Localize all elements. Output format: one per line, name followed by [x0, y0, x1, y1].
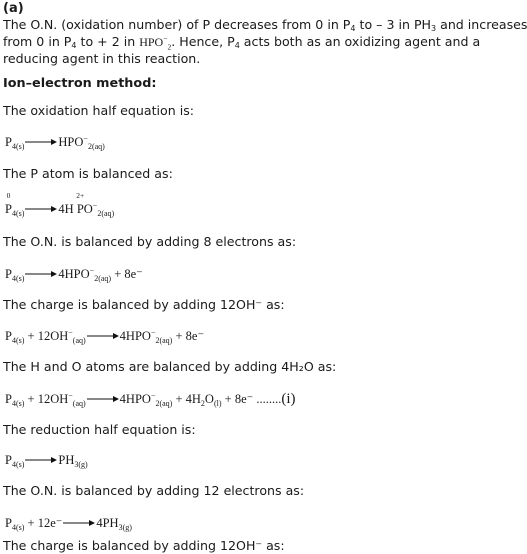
charge-balance-label-1: The charge is balanced by adding 12OH⁻ as:: [3, 297, 285, 312]
right-arrow-icon: [63, 519, 95, 527]
on-balance-8-label: The O.N. is balanced by adding 8 electrons as:: [3, 234, 297, 249]
intro-line-1: The O.N. (oxidation number) of P decreases from 0 in $P_4$ to – 3 in $PH_3$ and increases: [3, 17, 527, 33]
equation-number: (i): [281, 391, 296, 407]
right-arrow-icon: [87, 395, 119, 403]
right-arrow-icon: [25, 270, 57, 278]
method-heading: Ion–electron method:: [3, 76, 157, 91]
eq-charge-balanced: $P_{4(s)} + 12OH^-_{(aq)}$ $4HPO^-_{2(aq)} + 8e^-$: [5, 327, 205, 345]
eq-oxidation-final-i: $P_{4(s)} + 12OH^-_{(aq)}$ $4HPO^-_{2(aq)} + 4H_2O_{(l)} + 8e^-$ ........(i): [5, 390, 296, 408]
reduction-half-label: The reduction half equation is:: [3, 422, 196, 437]
right-arrow-icon: [25, 205, 57, 213]
hpo2-ion-inline: $HPO^-_2$: [139, 34, 172, 52]
right-arrow-icon: [87, 332, 119, 340]
eq-reduction-half: $P_{4(s)}$ $PH_{3(g)}$: [5, 453, 88, 469]
intro-line-2: from 0 in $P_4$ to + 2 in $HPO^-_2$. Hence, $P_4$ acts both as an oxidizing agent and a: [3, 34, 481, 52]
right-arrow-icon: [25, 138, 57, 146]
eq-electrons-8: $P_{4(s)}$ $4HPO^-_{2(aq)} + 8e^-$: [5, 265, 143, 283]
eq-p-balanced: 0 $P_{4(s)}$ 4H 2+ $PO^-_{2(aq)}$: [5, 191, 115, 218]
intro-paragraph: [3, 16, 527, 67]
oxidation-half-label: The oxidation half equation is:: [3, 103, 195, 118]
p-balance-label: The P atom is balanced as:: [3, 166, 173, 181]
intro-line-3: reducing agent in this reaction.: [3, 51, 201, 66]
ho-balance-label: The H and O atoms are balanced by adding 4H₂O as:: [3, 359, 337, 374]
eq-electrons-12: $P_{4(s)} + 12e^-$ $4PH_{3(g)}$: [5, 516, 132, 532]
section-label: (a): [3, 1, 24, 16]
charge-balance-label-2: The charge is balanced by adding 12OH⁻ as:: [3, 538, 285, 553]
eq-oxidation-half: $P_{4(s)}$ $HPO^-_{2(aq)}$: [5, 133, 105, 151]
on-balance-12-label: The O.N. is balanced by adding 12 electrons as:: [3, 483, 305, 498]
right-arrow-icon: [25, 456, 57, 464]
